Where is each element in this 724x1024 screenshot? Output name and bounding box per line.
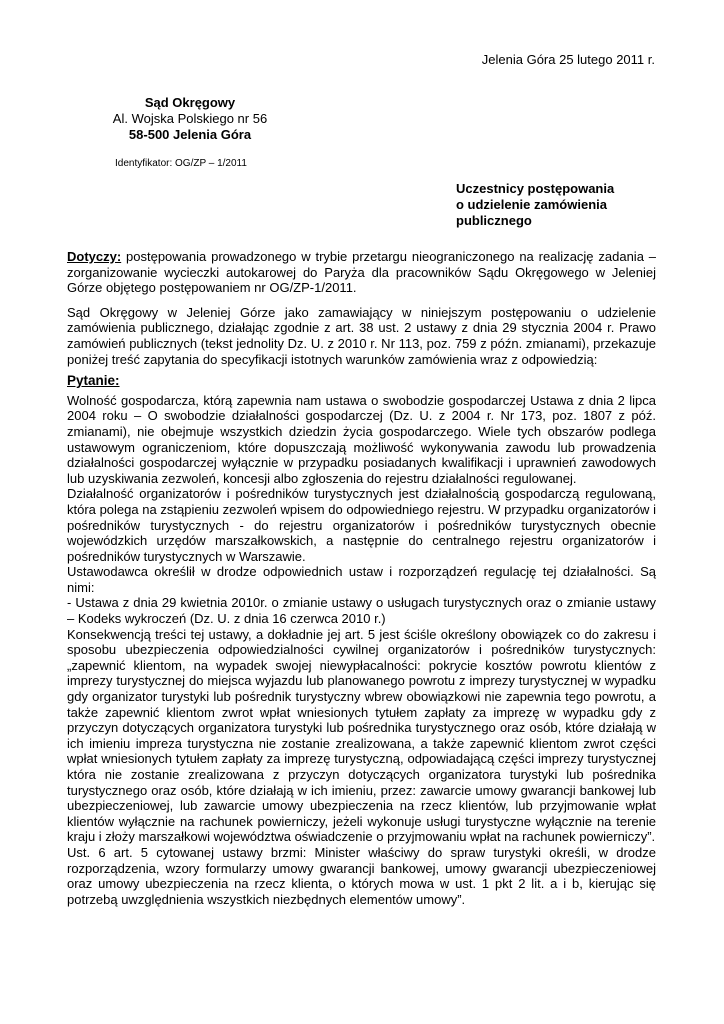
question-paragraph: - Ustawa z dnia 29 kwietnia 2010r. o zmianie ustawy o usługach turystycznych oraz o zmianie ustawy – Kodeks wykroczeń (Dz. U. z dnia 16 czerwca 2010 r.) xyxy=(67,595,656,627)
recipient-line-1: Uczestnicy postępowania xyxy=(456,181,615,196)
recipient-address xyxy=(456,181,614,229)
question-paragraph: Działalność organizatorów i pośredników turystycznych jest działalnością gospodarczą regulowaną, która polega na zstąpieniu zezwoleń wpisem do odpowiedniego rejestru. W przypadku organizatorów i pośredników turystycznych - do rejestru organizatorów i pośredników turystycznych obecnie wojewódzkich urzędów marszałkowskich, a następnie do centralnego rejestru organizatorów i pośredników turystycznych w Warszawie. xyxy=(67,486,656,564)
subject-paragraph xyxy=(67,249,656,296)
date-line: Jelenia Góra 25 lutego 2011 r. xyxy=(481,52,655,67)
question-label: Pytanie: xyxy=(67,373,120,389)
identifier: Identyfikator: OG/ZP – 1/2011 xyxy=(115,158,247,169)
subject-text: postępowania prowadzonego w trybie przetargu nieograniczonego na realizację zadania – zorganizowanie wycieczki autokarowej do Paryża dla pracowników Sądu Okręgowego w Jeleniej Górze objętego postępowaniem nr OG/ZP-1/2011. xyxy=(67,249,656,296)
question-paragraph: Ust. 6 art. 5 cytowanej ustawy brzmi: Minister właściwy do spraw turystyki określi, w drodze rozporządzenia, wzory formularzy umowy gwarancji bankowej, umowy gwarancji ubezpieczeniowej oraz umowy ubezpieczenia na rzecz klienta, o których mowa w ust. 1 pkt 2 lit. a i b, kierując się potrzebą uwzględnienia wszystkich niezbędnych elementów umowy”. xyxy=(67,844,656,907)
sender-street: Al. Wojska Polskiego nr 56 xyxy=(112,111,268,126)
intro-paragraph: Sąd Okręgowy w Jeleniej Górze jako zamawiający w niniejszym postępowaniu o udzielenie zamówienia publicznego, działając zgodnie z art. 38 ust. 2 ustawy z dnia 29 stycznia 2004 r. Prawo zamówień publicznych (tekst jednolity Dz. U. z 2010 r. Nr 113, poz. 759 z późn. zmianami), przekazuje poniżej treść zapytania do specyfikacji istotnych warunków zamówienia wraz z odpowiedzią: xyxy=(67,304,656,367)
question-paragraph: Wolność gospodarcza, którą zapewnia nam ustawa o swobodzie gospodarczej Ustawa z dnia 2 lipca 2004 roku – O swobodzie działalności gospodarczej (Dz. U. z 2004 r. Nr 173, poz. 1807 z póź. zmianami), nie obejmuje wszystkich dziedzin życia gospodarczego. Wiele tych obszarów podlega ustawowym ograniczeniom, które dopuszczają możliwość wykonywania zawodu lub prowadzenia działalności gospodarczej wyłącznie w przypadku posiadanych kwalifikacji i uprawnień zawodowych lub uzyskiwania zezwoleń, koncesji albo zgłoszenia do rejestru działalności regulowanej. xyxy=(67,392,656,486)
subject-label: Dotyczy: xyxy=(67,249,122,264)
question-paragraph: Konsekwencją treści tej ustawy, a dokładnie jej art. 5 jest ściśle określony obowiązek co do zakresu i sposobu ubezpieczenia odpowiedzialności cywilnej organizatorów i pośredników turystycznych: „zapewnić klientom, na wypadek swojej niewypłacalności: pokrycie kosztów powrotu klientów z imprezy turystycznej do miejsca wyjazdu lub planowanego powrotu z imprezy turystycznej w wypadku gdy organizator turystyki lub pośrednik turystyczny wbrew obowiązkowi nie zapewnia tego powrotu, a także zapewnić klientom zwrot wpłat wniesionych tytułem zapłaty za imprezę w wypadku gdy z przyczyn dotyczących organizatora turystyki lub pośrednika turystycznego oraz osób, które działają w ich imieniu impreza turystyczna nie zostanie zrealizowana, a także zapewnić klientom zwrot części wpłat wniesionych tytułem zapłaty za imprezę turystyczną, odpowiadającą części imprezy turystycznej która nie zostanie zrealizowana z przyczyn dotyczących organizatora turystyki lub pośrednika turystycznego oraz osób, które działają w ich imieniu, przez: zawarcie umowy gwarancji bankowej lub ubezpieczeniowej, lub zawarcie umowy ubezpieczenia na rzecz klientów, lub przyjmowanie wpłat klientów wyłącznie na rachunek powierniczy, jeżeli wykonuje usługi turystyczne wyłącznie na terenie kraju i złoży marszałkowi województwa oświadczenie o przyjmowaniu wpłat na rachunek powierniczy”. xyxy=(67,626,656,845)
recipient-line-3: publicznego xyxy=(456,213,532,228)
letter-body xyxy=(67,249,656,907)
sender-name: Sąd Okręgowy xyxy=(144,95,236,110)
sender-city: 58-500 Jelenia Góra xyxy=(128,127,252,142)
recipient-line-2: o udzielenie zamówienia xyxy=(456,197,607,212)
question-paragraph: Ustawodawca określił w drodze odpowiednich ustaw i rozporządzeń regulację tej działalności. Są nimi: xyxy=(67,564,656,595)
sender-address xyxy=(95,95,285,143)
